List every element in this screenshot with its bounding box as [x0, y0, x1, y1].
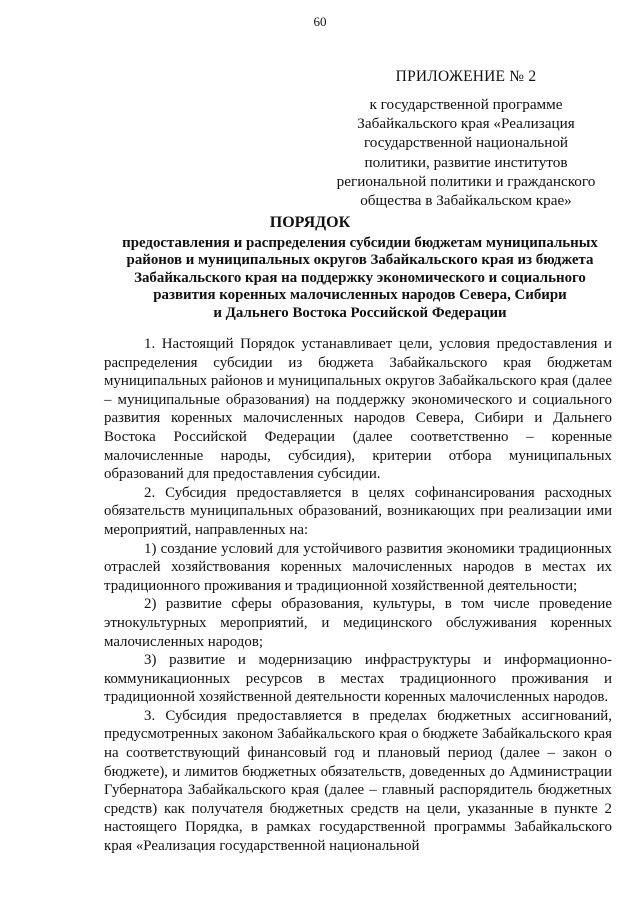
appendix-title: ПРИЛОЖЕНИЕ № 2 — [395, 68, 537, 85]
appendix-line: политики, развитие институтов — [364, 153, 568, 171]
subtitle-line: развития коренных малочисленных народов Севера, Сибири — [153, 287, 567, 304]
appendix-line: Забайкальского края «Реализация — [357, 115, 575, 133]
appendix-line: общества в Забайкальском крае» — [360, 192, 572, 210]
paragraph-2-item-3: 3) развитие и модернизацию инфраструктуры и информационно-коммуникационных ресурсов в местах традиционного проживания и традиционной хозяйственной деятельности коренных малочисленных народов. — [104, 652, 612, 706]
paragraph-3: 3. Субсидия предоставляется в пределах бюджетных ассигнований, предусмотренных законом Забайкальского края о бюджете Забайкальского края на соответствующий финансовый год и плановый период (далее – закон о бюджете), и лимитов бюджетных обязательств, доведенных до Администрации Губернатора Забайкальского края (далее – главный распорядитель бюджетных средств) как получателя бюджетных средств на цели, указанные в пункте 2 настоящего Порядка, в рамках государственной программы Забайкальского края «Реализация государственной национальной — [104, 707, 612, 855]
document-title: ПОРЯДОК — [269, 214, 351, 231]
subtitle-line: Забайкальского края на поддержку экономического и социального — [134, 269, 586, 286]
paragraph-2-item-2: 2) развитие сферы образования, культуры, в том числе проведение этнокультурных мероприятий, и медицинского обслуживания коренных малочисленных народов; — [104, 596, 612, 650]
page-number: 60 — [313, 14, 327, 29]
subtitle-line: предоставления и распределения субсидии бюджетам муниципальных — [122, 235, 598, 251]
paragraph-2: 2. Субсидия предоставляется в целях софинансирования расходных обязательств муниципальных образований, возникающих при реализации ими мероприятий, направленных на: — [104, 484, 612, 538]
appendix-line: к государственной программе — [369, 96, 563, 113]
subtitle-line: и Дальнего Востока Российской Федерации — [213, 304, 507, 321]
subtitle-line: районов и муниципальных округов Забайкальского края из бюджета — [126, 252, 594, 269]
document-subtitle — [96, 235, 624, 322]
appendix-line: региональной политики и гражданского — [336, 172, 596, 190]
appendix-line: государственной национальной — [363, 134, 569, 152]
paragraph-2-item-1: 1) создание условий для устойчивого развития экономики традиционных отраслей хозяйствования коренных малочисленных народов в местах их традиционного проживания и традиционной хозяйственной деятельности; — [104, 540, 612, 594]
document-body — [104, 335, 612, 856]
paragraph-1: 1. Настоящий Порядок устанавливает цели, условия предоставления и распределения субсидии из бюджета Забайкальского края бюджетам муниципальных районов и муниципальных округов Забайкальского края (далее – муниципальные образования) на поддержку экономического и социального развития коренных малочисленных народов Севера, Сибири и Дальнего Востока Российской Федерации (далее соответственно – коренные малочисленные народы, субсидия), критерии отбора муниципальных образований для предоставления субсидии. — [104, 336, 612, 483]
appendix-subtitle — [332, 95, 600, 210]
